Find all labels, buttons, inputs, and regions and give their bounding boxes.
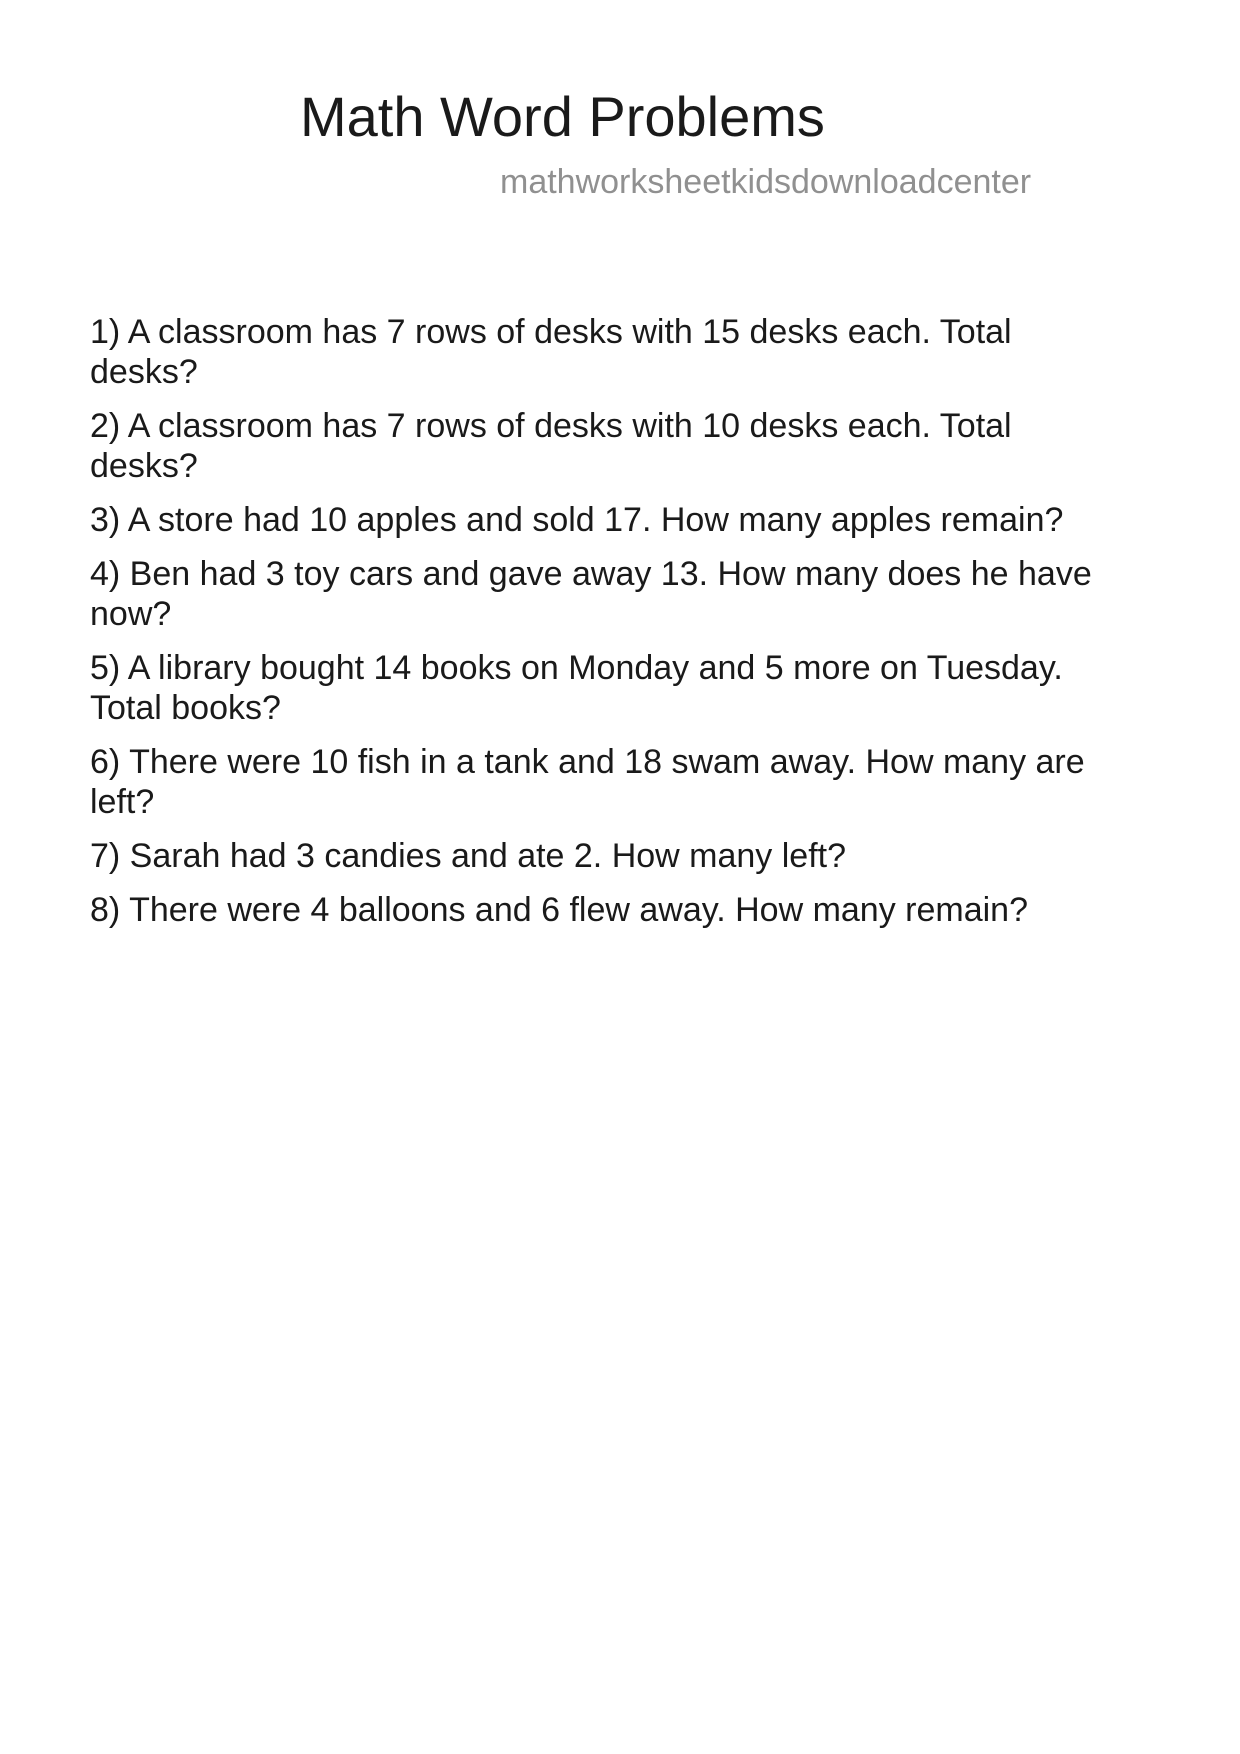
problem-item-8: 8) There were 4 balloons and 6 flew away. How many remain? — [90, 891, 1028, 929]
problem-item-3: 3) A store had 10 apples and sold 17. How many apples remain? — [90, 501, 1064, 539]
problem-item-4: 4) Ben had 3 toy cars and gave away 13. How many does he have now? — [90, 555, 1092, 633]
problem-item-6: 6) There were 10 fish in a tank and 18 swam away. How many are left? — [90, 743, 1085, 821]
problem-item-2: 2) A classroom has 7 rows of desks with 10 desks each. Total desks? — [90, 407, 1012, 485]
problem-item-7: 7) Sarah had 3 candies and ate 2. How many left? — [90, 837, 847, 875]
page-subtitle: mathworksheetkidsdownloadcenter — [500, 163, 1032, 201]
problem-list — [90, 312, 1110, 944]
page-title: Math Word Problems — [300, 85, 825, 148]
problem-item-1: 1) A classroom has 7 rows of desks with 15 desks each. Total desks? — [90, 313, 1012, 391]
problem-item-5: 5) A library bought 14 books on Monday and 5 more on Tuesday. Total books? — [90, 649, 1063, 727]
